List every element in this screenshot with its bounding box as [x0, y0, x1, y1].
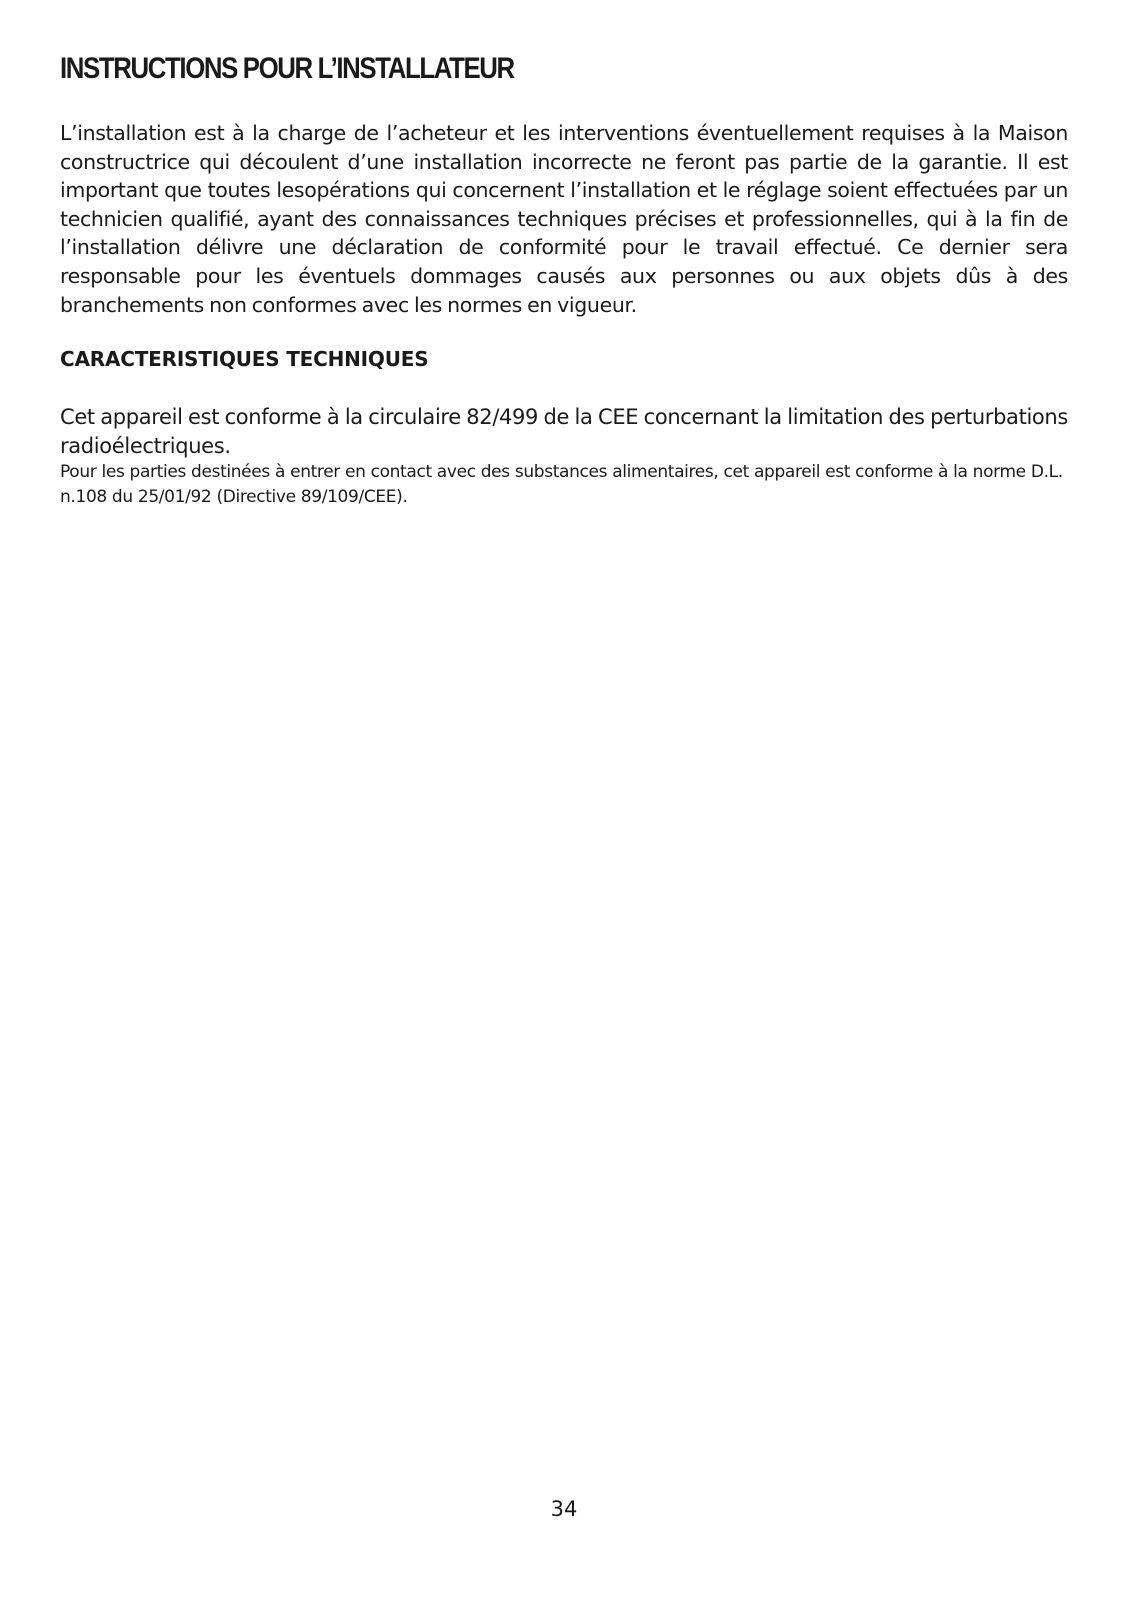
technical-specs-section — [60, 403, 1068, 510]
page-title: INSTRUCTIONS POUR L’INSTALLATEUR — [60, 52, 514, 85]
conformity-paragraph: Cet appareil est conforme à la circulaire 82/499 de la CEE concernant la limitation des perturbations radioélectriques. — [60, 405, 1068, 458]
installer-instructions-section — [60, 119, 1068, 319]
page-number: 34 — [550, 1497, 578, 1521]
technical-specs-heading: CARACTERISTIQUES TECHNIQUES — [60, 347, 429, 371]
installer-instructions-paragraph: L’installation est à la charge de l’acheteur et les interventions éventuellement requises à la Maison constructrice qui découlent d’une installation incorrecte ne feront pas partie de la garantie. Il est important que toutes lesopérations qui concernent l’installation et le réglage soient effectuées par un technicien qualifié, ayant des connaissances techniques précises et professionnelles, qui à la fin de l’installation délivre une déclaration de conformité pour le travail effectué. Ce dernier sera responsable pour les éventuels dommages causés aux personnes ou aux objets dûs à des branchements non conformes avec les normes en vigueur. — [60, 121, 1068, 317]
food-contact-note: Pour les parties destinées à entrer en contact avec des substances alimentaires, cet appareil est conforme à la norme D.L. n.108 du 25/01/92 (Directive 89/109/CEE). — [60, 462, 1063, 508]
